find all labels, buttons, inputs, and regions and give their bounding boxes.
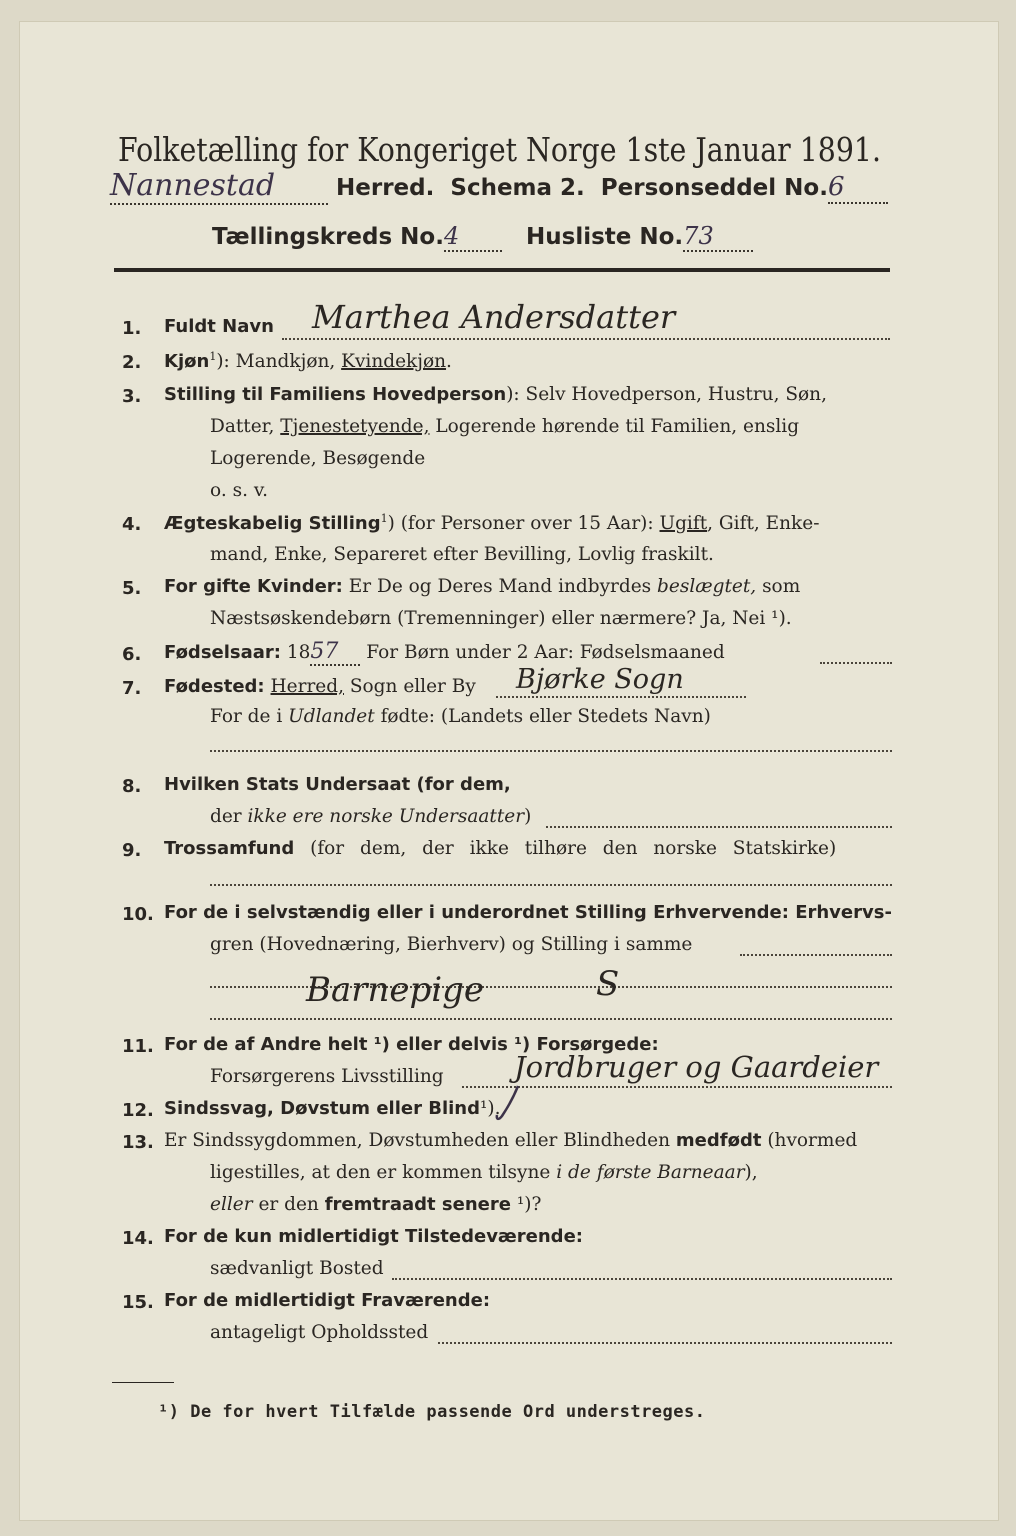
q4-line2: mand, Enke, Separeret efter Bevilling, Lovlig fraskilt. [210,544,714,565]
q13-l3d: ¹)? [510,1194,542,1215]
footnote: ¹) De for hvert Tilfælde passende Ord understreges. [158,1402,706,1422]
q3-text: ): Selv Hovedperson, Hustru, Søn, [506,384,827,405]
q2-number: 2. [122,352,142,373]
footnote-rule [112,1382,174,1383]
q3-line2 [210,416,799,437]
q10-answer-mark: S [596,964,620,1004]
q7-answer: Bjørke Sogn [516,664,684,695]
q3-line3: Logerende, Besøgende [210,448,426,469]
q7-underlined: Herred, [270,676,344,697]
q1-number: 1. [122,318,142,339]
header-rule [114,268,890,272]
q7-dotline [496,696,746,698]
q13-text: Er Sindssygdommen, Døvstumheden eller Blindheden [164,1130,676,1151]
q8-l2i: ikke ere norske Undersaatter [247,806,525,827]
q3-line4: o. s. v. [210,480,268,501]
taellingskreds-label: Tællingskreds No. [212,224,444,250]
q9-text: (for dem, der ikke tilhøre den norske Statskirke) [294,838,837,859]
q13-l3a: eller [210,1194,253,1215]
q6-label: Fødselsaar: [164,642,281,663]
q4-end: , Gift, Enke- [707,513,820,535]
q9-line [164,838,836,859]
q13-l2b: ), [744,1162,758,1183]
q14-dotline [392,1278,892,1280]
q1-line [164,316,274,337]
q6-prefix: 18 [281,642,311,663]
q8-label: Hvilken Stats Undersaat (for dem, [164,774,511,795]
q14-number: 14. [122,1228,154,1249]
q13-l2i: i de første Barneaar [556,1162,745,1183]
q5-label: For gifte Kvinder: [164,576,343,597]
q11-line2: Forsørgerens Livsstilling [210,1066,444,1087]
q14-line1 [164,1226,583,1247]
q3-l2u: Tjenestetyende, [280,416,430,437]
q8-l2b: ) [524,806,532,827]
q4-text: (for Personer over 15 Aar): [394,513,660,535]
q9-dotline [210,884,892,886]
q14-label: For de kun midlertidigt Tilstedeværende: [164,1226,583,1247]
q3-l2a: Datter, [210,416,281,437]
q12-line [164,1098,501,1119]
herred-label: Herred. [336,175,435,201]
q1-answer: Marthea Andersdatter [312,298,676,336]
q13-line3 [210,1194,541,1215]
q10-end: Erhvervs- [788,902,892,923]
q3-label: Stilling til Familiens Hovedperson [164,384,507,405]
q7-l2a: For de i [210,706,289,727]
herred-row [110,168,888,205]
q15-line1 [164,1290,490,1311]
q13-bold: medfødt [675,1130,762,1151]
q2-text: ): Mandkjøn, [216,351,342,373]
q4-underlined: Ugift [659,513,708,535]
q1-label: Fuldt Navn [164,316,274,337]
q11-label: For de af Andre helt ¹) eller delvis ¹) Forsørgede: [164,1034,659,1055]
q10-number: 10. [122,904,154,925]
q13-number: 13. [122,1132,154,1153]
q10-line2: gren (Hovednæring, Bierhverv) og Stilling i samme [210,934,693,955]
q7-line1 [164,676,476,697]
herred-name: Nannestad [110,168,328,205]
q15-dotline [438,1342,892,1344]
q8-number: 8. [122,776,142,797]
q14-line2: sædvanligt Bosted [210,1258,384,1279]
q6-number: 6. [122,644,142,665]
q7-dotline2 [210,750,892,752]
q11-number: 11. [122,1036,154,1057]
husliste-no: 73 [683,222,753,252]
q5-italic: beslægtet, [657,576,757,597]
q9-label: Trossamfund [164,838,295,859]
q10-dotline1 [740,954,892,956]
q13-line2 [210,1162,758,1183]
q2-sup: 1 [209,350,217,363]
q8-line1 [164,774,511,795]
q7-l2b: fødte: (Landets eller Stedets Navn) [374,706,711,727]
q2-line [164,350,452,372]
q2-label: Kjøn [164,351,210,373]
q15-line2: antageligt Opholdssted [210,1322,429,1343]
husliste-label: Husliste No. [526,224,684,250]
q5-end: som [756,576,801,597]
schema-label: Schema 2. [450,175,585,201]
q13-line1 [164,1130,857,1151]
q3-l2b: Logerende hørende til Familien, enslig [429,416,800,437]
q5-line1 [164,576,800,597]
q10-line1 [164,902,892,923]
q6-line [164,639,725,666]
q2-end: . [446,351,452,373]
q4-number: 4. [122,514,142,535]
q13-l3b: er den [252,1194,325,1215]
q15-label: For de midlertidigt Fraværende: [164,1290,491,1311]
q5-line2: Næstsøskendebørn (Tremenninger) eller nærmere? Ja, Nei ¹). [210,608,792,629]
q10-label: For de i selvstændig eller i underordnet Stilling Erhvervende: [164,902,789,923]
q7-number: 7. [122,678,142,699]
q13-l2a: ligestilles, at den er kommen tilsyne [210,1162,557,1183]
q12-label: Sindssvag, Døvstum eller Blind [164,1098,480,1119]
q13-end: (hvormed [761,1130,858,1151]
q11-answer: Jordbruger og Gaardeier [514,1050,879,1084]
q5-number: 5. [122,578,142,599]
q6-dotline [820,662,892,664]
personseddel-no: 6 [828,172,888,204]
taellingskreds-no: 4 [444,222,502,252]
q6-rest: For Børn under 2 Aar: Fødselsmaaned [360,642,725,663]
form-title: Folketælling for Kongeriget Norge 1ste Januar 1891. [118,130,881,169]
q1-dotline [282,338,890,340]
q12-pen-stroke [488,1082,528,1124]
q4-line1: Ægteskabelig Stilling$^1$) (for Personer over 15 Aar): Ugift, Gift, Enke- [164,512,820,535]
q8-l2a: der [210,806,248,827]
q2-underlined: Kvindekjøn [341,351,447,373]
q3-number: 3. [122,386,142,407]
q4-label: Ægteskabelig Stilling [164,513,381,535]
q5-text: Er De og Deres Mand indbyrdes [342,576,658,597]
q10-answer: Barnepige [306,970,485,1010]
q12-number: 12. [122,1100,154,1121]
q7-text: Sogn eller By [343,676,476,697]
q9-number: 9. [122,840,142,861]
q13-l3c: fremtraadt senere [324,1194,511,1215]
personseddel-label: Personseddel No. [600,175,828,201]
q12-end: ¹). [479,1098,501,1119]
q6-year: 57 [310,639,360,666]
kreds-row [212,222,753,252]
q7-label: Fødested: [164,676,265,697]
q10-dotline3 [210,1018,892,1020]
q7-l2i: Udlandet [288,706,375,727]
q3-line1 [164,384,827,405]
q8-dotline [546,826,892,828]
q8-line2 [210,806,531,827]
q7-line2 [210,706,711,727]
q15-number: 15. [122,1292,154,1313]
